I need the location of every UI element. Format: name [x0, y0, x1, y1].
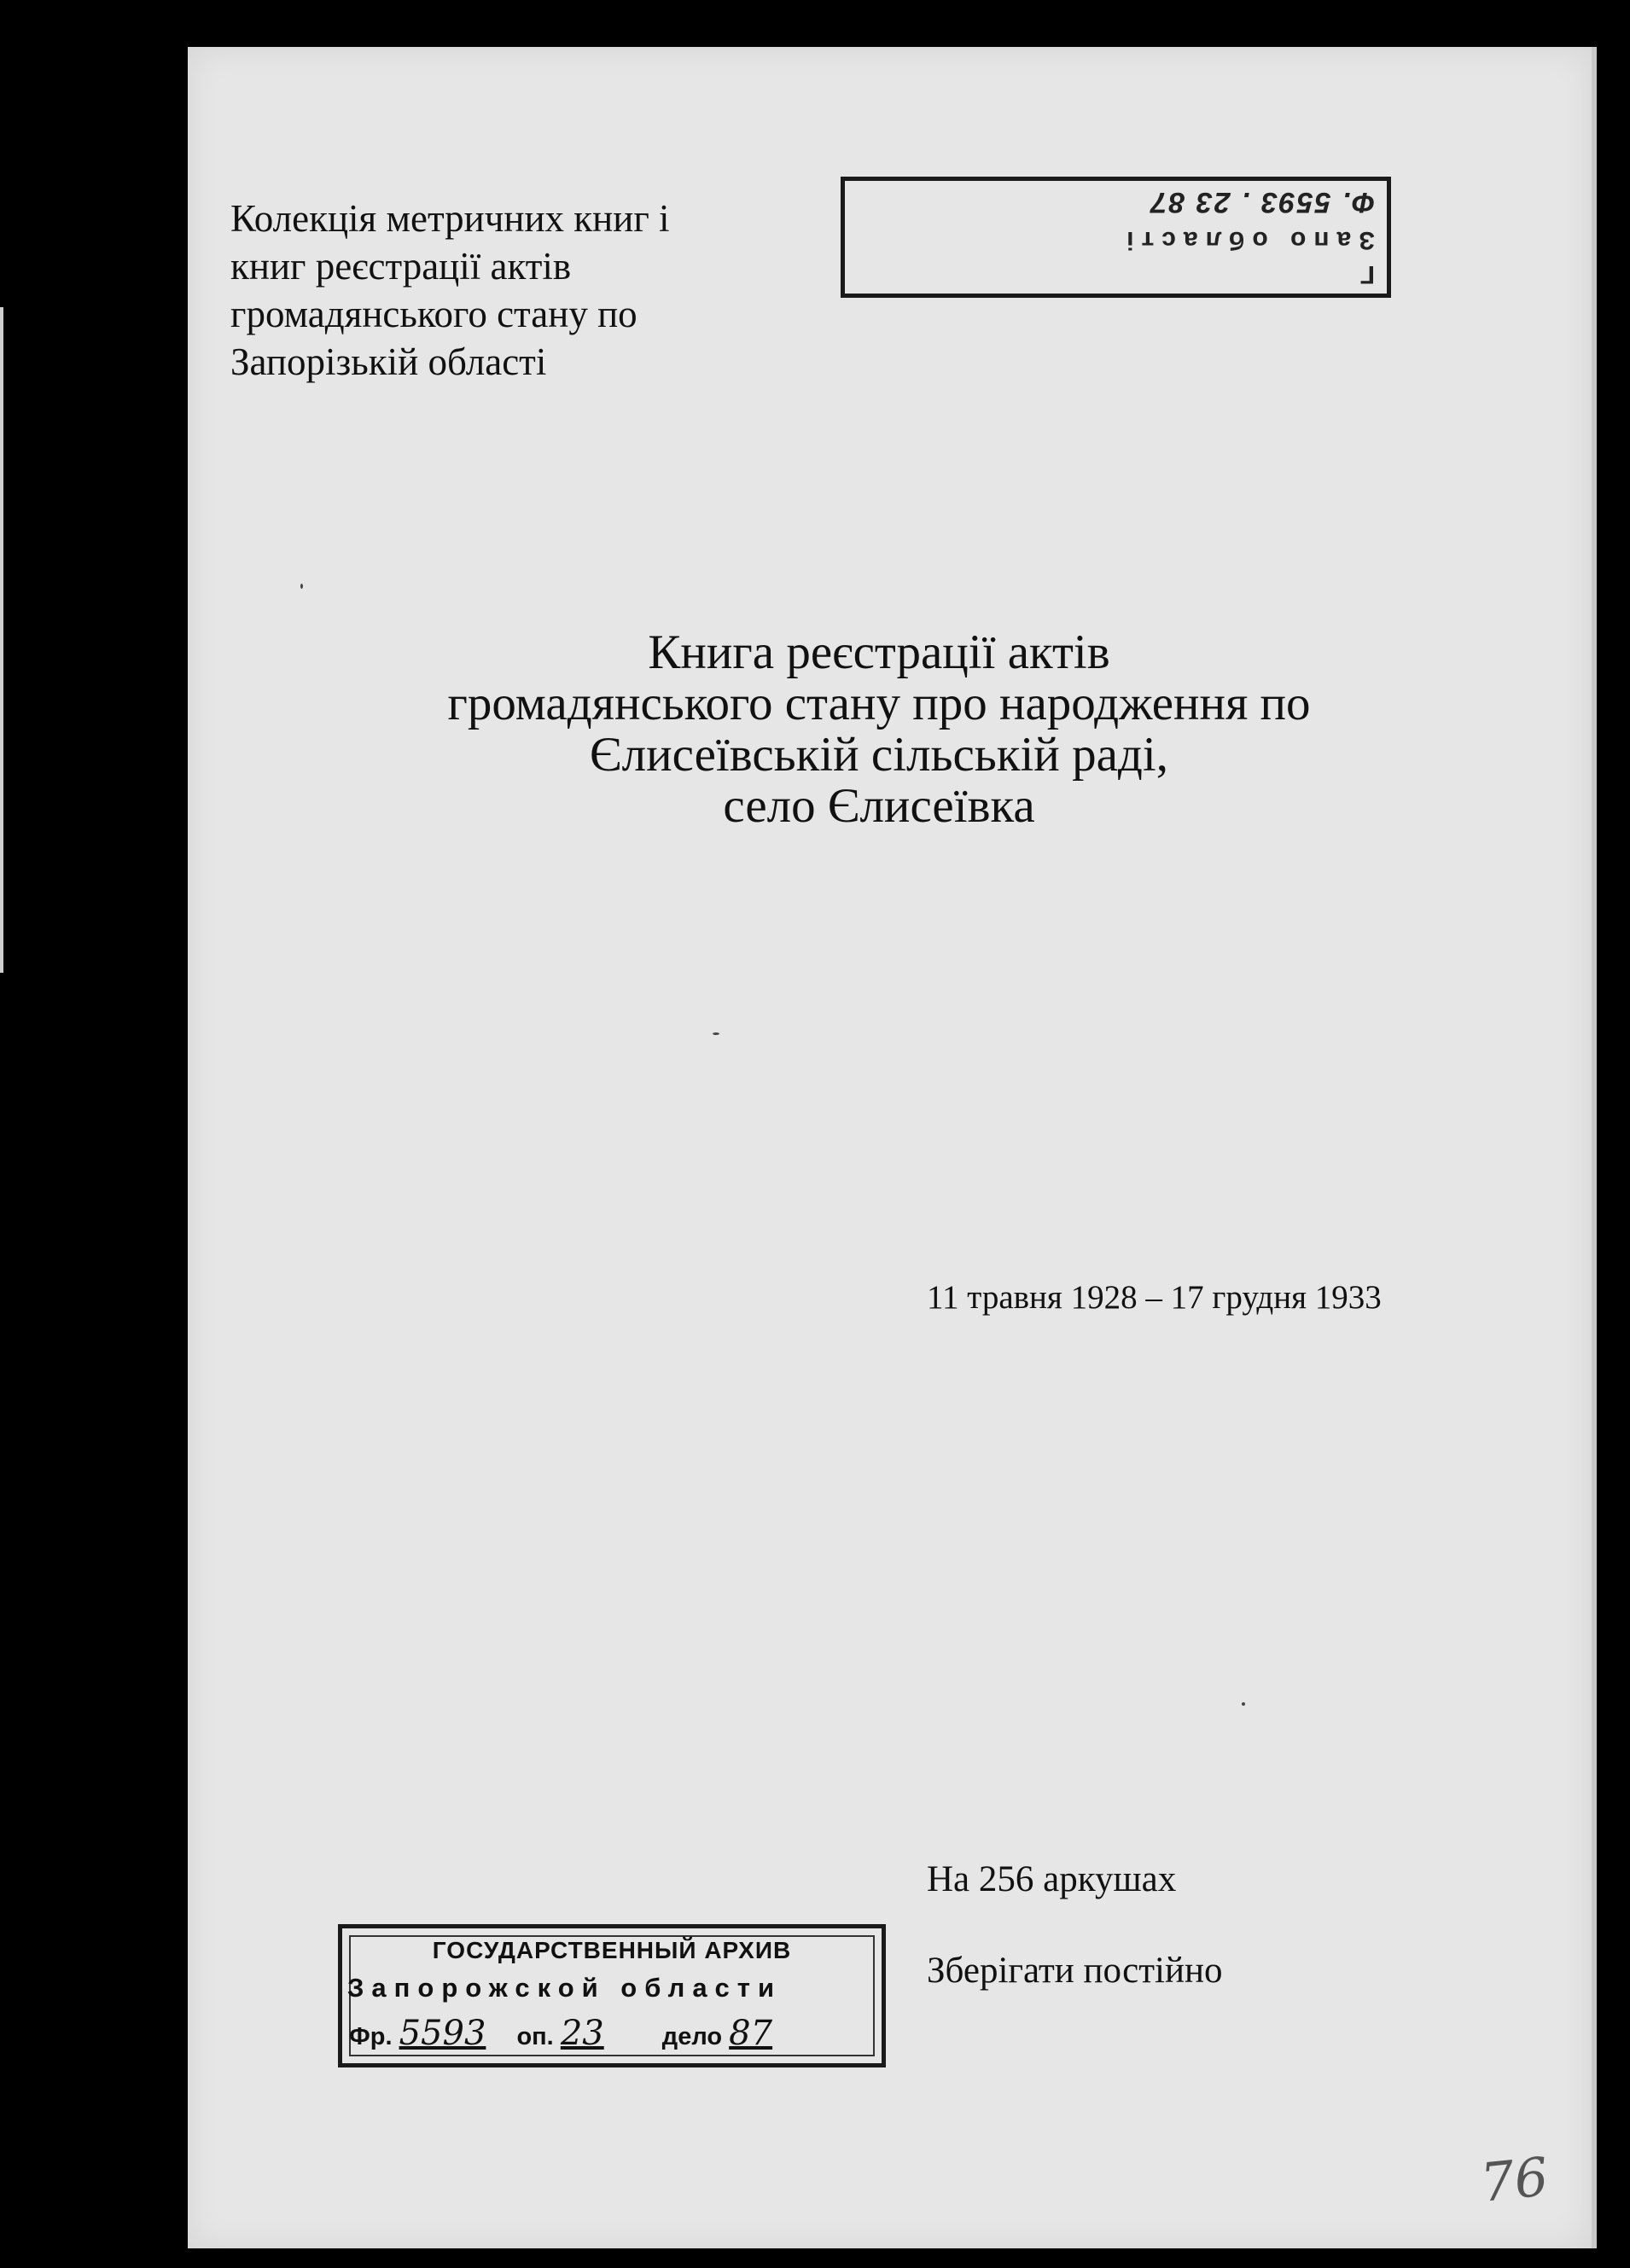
title-line: громадянського стану про народження по — [447, 677, 1311, 730]
paper-speck — [300, 584, 303, 589]
storage-term: Зберігати постійно — [927, 1951, 1223, 1991]
stamp-line: Ф. 5593 . 23 87 — [1149, 186, 1375, 218]
title-line: Єлисеївській сільській раді, — [590, 728, 1168, 782]
folio-number: 76 — [1477, 2145, 1551, 2214]
title-line: село Єлисеївка — [723, 779, 1035, 833]
delo-label: дело — [661, 2023, 723, 2050]
document-title — [256, 627, 1502, 832]
opis-label: оп. — [516, 2023, 554, 2050]
collection-line: Колекція метричних книг і — [230, 197, 670, 240]
archive-stamp — [338, 1924, 886, 2067]
title-line: Книга реєстрації актів — [648, 625, 1110, 679]
stamp-region: Запорожской области — [347, 1973, 783, 2003]
fond-label: Фр. — [349, 2023, 393, 2050]
paper-speck — [713, 1032, 719, 1035]
sheet-count: На 256 аркушах — [927, 1859, 1177, 1899]
delo-number: 87 — [729, 2014, 773, 2053]
collection-line: громадянського стану по — [230, 293, 637, 335]
date-range: 11 травня 1928 – 17 грудня 1933 — [927, 1279, 1382, 1316]
opis-number: 23 — [560, 2014, 604, 2053]
collection-line: книг реєстрації актів — [230, 245, 572, 288]
stamp-reference — [349, 2014, 875, 2053]
scan-edge — [0, 307, 3, 973]
collection-line: Запорізькій області — [230, 340, 547, 383]
paper-speck — [1242, 1702, 1245, 1706]
stamp-line: Г — [1356, 260, 1375, 288]
archive-stamp-inverted — [841, 177, 1391, 298]
stamp-archive-name: ГОСУДАРСТВЕННЫЙ АРХИВ — [432, 1937, 792, 1963]
stamp-line: Запо області — [1119, 226, 1375, 254]
fond-number: 5593 — [399, 2014, 486, 2053]
collection-heading — [230, 195, 670, 386]
